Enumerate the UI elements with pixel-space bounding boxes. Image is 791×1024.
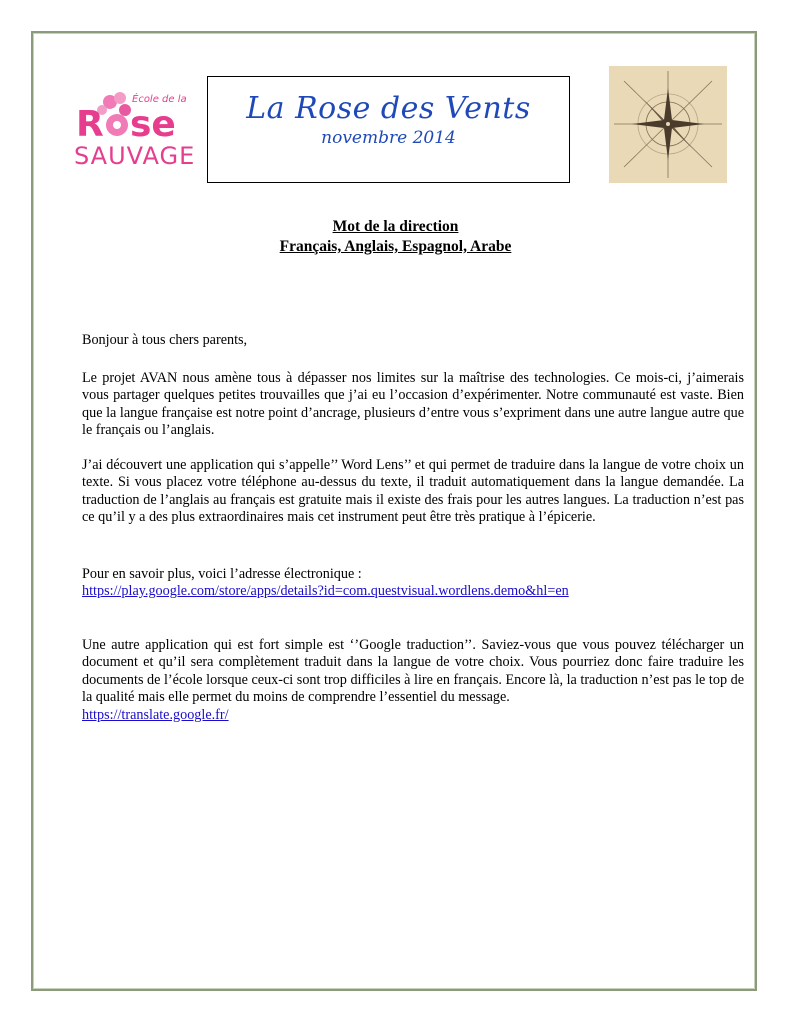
- greeting: Bonjour à tous chers parents,: [82, 332, 248, 348]
- paragraph-more-info: Pour en savoir plus, voici l’adresse électronique : https://play.google.com/store/apps/details?id=com.questvisual.wordlens.demo&hl=en: [82, 566, 569, 600]
- paragraph-avan: Le projet AVAN nous amène tous à dépasser nos limites sur la maîtrise des technologies. Ce mois-ci, j’aimerais vous partager quelques petites trouvailles que j’ai eu l’occasion d’expérimenter. Notre communauté est vaste. Bien que la langue française est notre point d’ancrage, plusieurs d’entre vous s’expriment dans une autre langue autre que le français ou l’anglais.: [82, 370, 744, 439]
- paragraph-word-lens: J’ai découvert une application qui s’appelle’’ Word Lens’’ et qui permet de traduire dans la langue de votre choix un texte. Si vous placez votre téléphone au-dessus du texte, il traduit automatiquement dans la langue demandée. La traduction de l’anglais au français est gratuite mais il existe des frais pour les autres langues. La traduction n’est pas ce qu’il y a des plus extraordinaires mais cet instrument peut être très pratique à l’épicerie.: [82, 457, 744, 526]
- logo-rose-text: R: [76, 104, 104, 145]
- google-translate-link[interactable]: https://translate.google.fr/: [82, 706, 229, 723]
- paragraph-google-translate: Une autre application qui est fort simple est ‘’Google traduction’’. Saviez-vous que vous pouvez télécharger un document et qu’il sera complètement traduit dans la langue de votre choix. Vous pourriez donc faire traduire les documents de l’école lorsque ceux-ci sont trop difficiles à lire en français. Encore là, la traduction n’est pas le top de la qualité mais elle permet du moins de comprendre l’essentiel du message. https://translate.google.fr/: [82, 637, 744, 723]
- logo-small-text: École de la: [132, 94, 187, 105]
- newsletter-title-box: [207, 76, 570, 183]
- languages-heading: Français, Anglais, Espagnol, Arabe: [279, 238, 512, 255]
- school-logo: [72, 88, 200, 168]
- svg-text:se: se: [130, 104, 176, 145]
- compass-rose-icon: [609, 66, 727, 183]
- logo-sauvage-text: SAUVAGE: [74, 142, 196, 168]
- newsletter-title: La Rose des Vents: [246, 91, 531, 126]
- word-lens-link[interactable]: https://play.google.com/store/apps/details?id=com.questvisual.wordlens.demo&hl=en: [82, 583, 569, 600]
- newsletter-date: novembre 2014: [321, 128, 456, 148]
- section-heading: Mot de la direction: [332, 218, 459, 235]
